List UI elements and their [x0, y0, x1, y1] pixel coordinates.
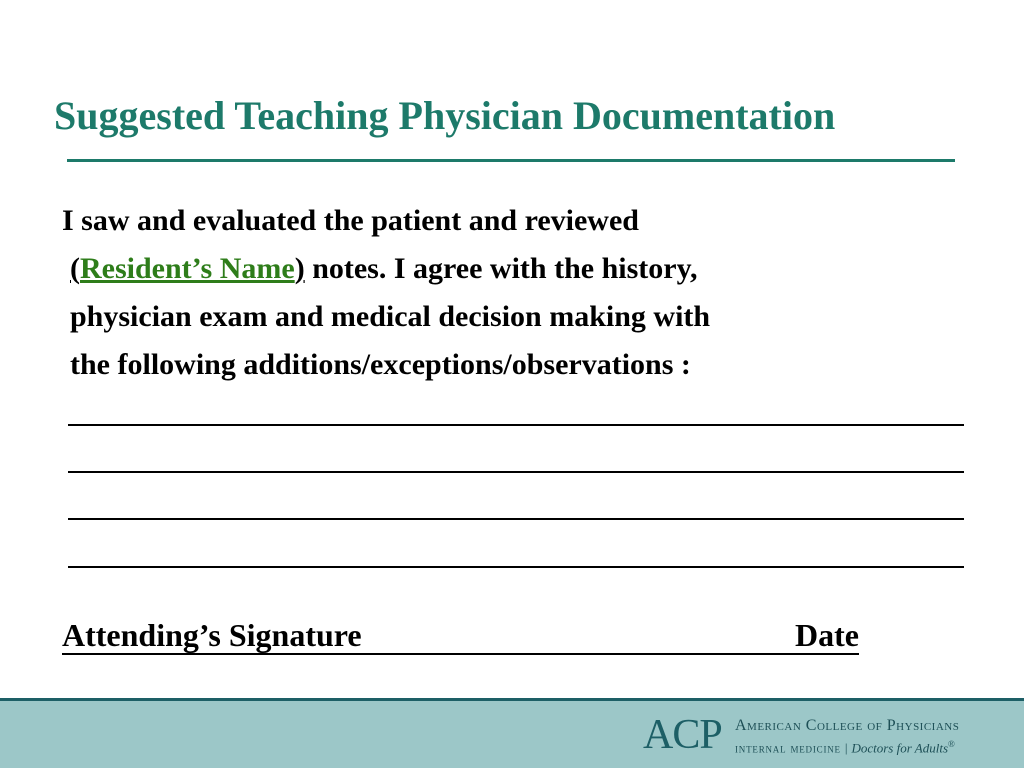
signature-row — [62, 615, 859, 655]
resident-name-link[interactable]: Resident’s Name — [80, 252, 295, 285]
acp-full-name: American College of Physicians — [735, 717, 960, 734]
attestation-line-2 — [62, 245, 962, 293]
registered-mark: ® — [948, 739, 955, 749]
blank-entry-line-2 — [68, 471, 964, 473]
logo-separator: | — [844, 740, 848, 756]
blank-entry-line-1 — [68, 424, 964, 426]
title-underline-rule — [67, 159, 955, 162]
attestation-line-2-rest: notes. I agree with the history, — [304, 252, 698, 285]
acp-logo — [643, 711, 988, 761]
acp-acronym: ACP — [643, 712, 722, 758]
date-label: Date — [795, 617, 859, 653]
logo-tagline: Doctors for Adults — [851, 740, 949, 756]
attestation-line-1: I saw and evaluated the patient and reviewed — [62, 204, 639, 237]
close-paren: ) — [294, 252, 305, 285]
footer-bar — [0, 698, 1024, 768]
internal-medicine-text: internal medicine — [735, 740, 841, 756]
open-paren: ( — [70, 252, 80, 285]
attestation-text — [62, 197, 962, 389]
attestation-line-4: the following additions/exceptions/observations : — [70, 348, 691, 381]
slide-title: Suggested Teaching Physician Documentation — [54, 93, 836, 138]
attending-signature-label: Attending’s Signature — [62, 617, 362, 653]
acp-subtitle-line — [735, 736, 955, 756]
attestation-line-3: physician exam and medical decision making with — [70, 300, 711, 333]
blank-entry-line-4 — [68, 566, 964, 568]
blank-entry-line-3 — [68, 518, 964, 520]
